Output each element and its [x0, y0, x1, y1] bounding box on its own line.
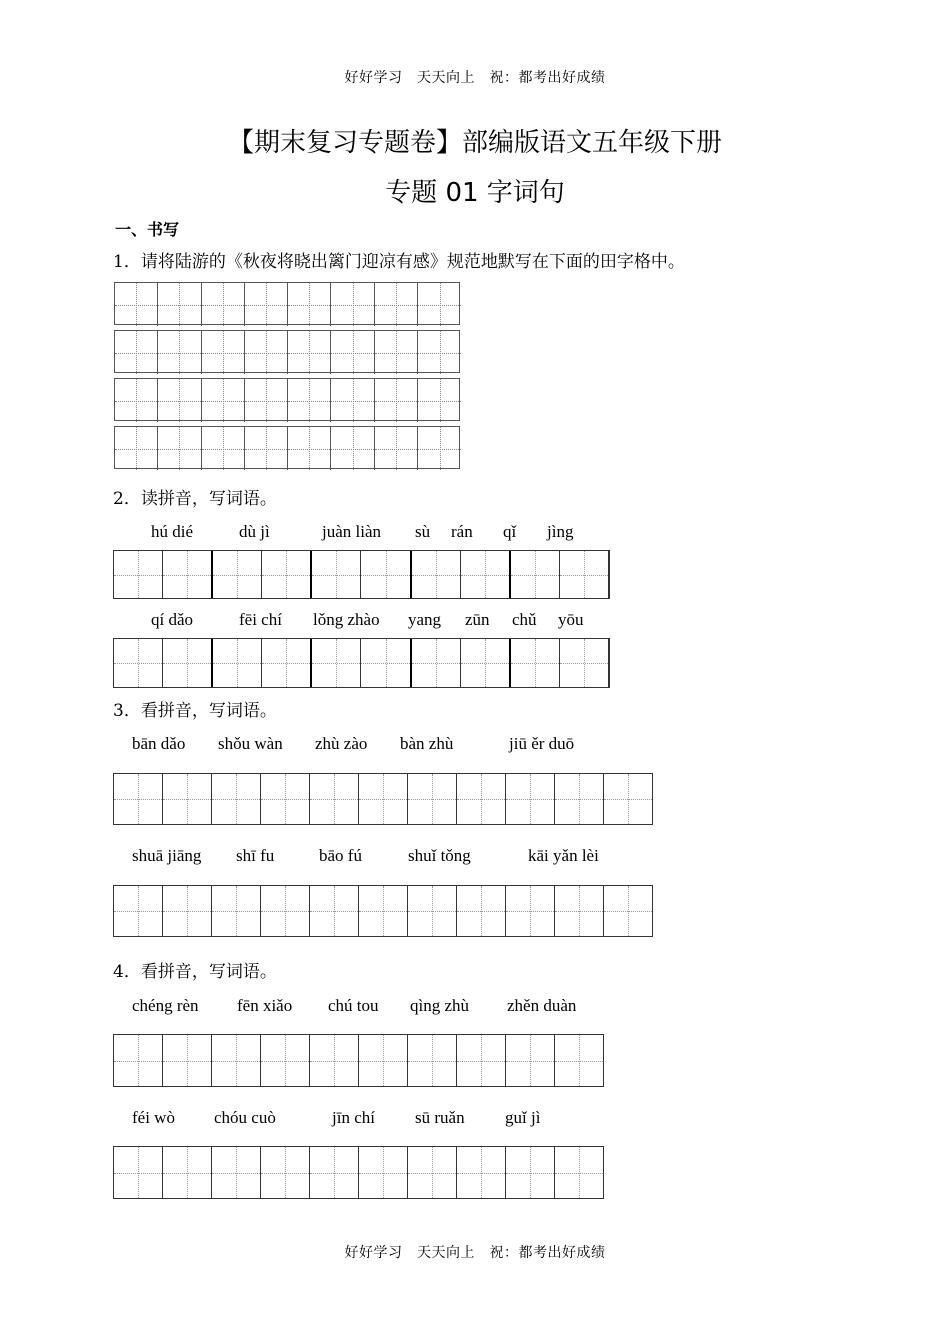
tianzige-cell[interactable]	[375, 427, 418, 470]
tianzige-cell[interactable]	[261, 1035, 310, 1086]
tianzige-cell[interactable]	[408, 886, 457, 936]
pinyin-label: fēi chí	[239, 610, 282, 629]
tianzige-cell[interactable]	[511, 551, 560, 598]
tianzige-cell[interactable]	[418, 283, 461, 326]
tianzige-cell[interactable]	[114, 551, 163, 598]
tianzige-cell[interactable]	[261, 886, 310, 936]
question-2-text: 2．读拼音，写词语。	[113, 489, 277, 509]
tianzige-cell[interactable]	[310, 774, 359, 824]
tianzige-cell[interactable]	[412, 639, 461, 687]
tianzige-cell[interactable]	[555, 1147, 603, 1198]
tianzige-cell[interactable]	[245, 283, 288, 326]
tianzige-cell[interactable]	[560, 639, 609, 687]
tianzige-cell[interactable]	[158, 283, 201, 326]
q4-answer-grid-row1	[113, 1034, 604, 1087]
tianzige-cell[interactable]	[331, 379, 374, 422]
tianzige-cell[interactable]	[202, 283, 245, 326]
pinyin-label: shuǐ tǒng	[408, 846, 471, 865]
pinyin-label: bàn zhù	[400, 734, 454, 753]
tianzige-cell[interactable]	[163, 1147, 212, 1198]
tianzige-cell[interactable]	[245, 427, 288, 470]
tianzige-cell[interactable]	[213, 639, 262, 687]
tianzige-cell[interactable]	[288, 283, 331, 326]
q3-answer-grid-row2	[113, 885, 653, 937]
tianzige-cell[interactable]	[560, 551, 609, 598]
tianzige-cell[interactable]	[310, 1035, 359, 1086]
pinyin-label: rán	[451, 522, 473, 541]
tianzige-cell[interactable]	[375, 283, 418, 326]
tianzige-cell[interactable]	[163, 639, 213, 687]
pinyin-label: jiū ěr duō	[509, 734, 575, 753]
tianzige-cell[interactable]	[114, 1147, 163, 1198]
tianzige-cell[interactable]	[115, 427, 158, 470]
tianzige-cell[interactable]	[359, 774, 408, 824]
page-footer: 好好学习 天天向上 祝：都考出好成绩	[344, 1245, 606, 1261]
tianzige-cell[interactable]	[604, 774, 652, 824]
pinyin-label: zūn	[465, 610, 490, 629]
pinyin-label: bān dǎo	[132, 734, 186, 753]
tianzige-cell[interactable]	[163, 551, 213, 598]
q3-answer-grid-row1	[113, 773, 653, 825]
pinyin-label: zhěn duàn	[507, 996, 577, 1015]
tianzige-cell[interactable]	[158, 379, 201, 422]
tianzige-cell[interactable]	[359, 1147, 408, 1198]
tianzige-cell[interactable]	[331, 331, 374, 374]
tianzige-cell[interactable]	[461, 551, 511, 598]
pinyin-label: qìng zhù	[410, 996, 470, 1015]
tianzige-cell[interactable]	[288, 379, 331, 422]
pinyin-label: sù	[415, 522, 431, 541]
tianzige-cell[interactable]	[212, 1035, 261, 1086]
pinyin-label: yōu	[558, 610, 584, 629]
tianzige-cell[interactable]	[115, 331, 158, 374]
tianzige-cell[interactable]	[312, 639, 361, 687]
tianzige-cell[interactable]	[158, 427, 201, 470]
tianzige-cell[interactable]	[418, 427, 461, 470]
tianzige-cell[interactable]	[461, 639, 511, 687]
tianzige-cell[interactable]	[114, 639, 163, 687]
tianzige-cell[interactable]	[361, 551, 411, 598]
tianzige-cell[interactable]	[115, 379, 158, 422]
tianzige-cell[interactable]	[212, 886, 261, 936]
pinyin-label: hú dié	[151, 522, 194, 541]
pinyin-label: guǐ jì	[505, 1108, 541, 1127]
tianzige-cell[interactable]	[158, 331, 201, 374]
pinyin-label: shī fu	[236, 846, 275, 865]
pinyin-label: chéng rèn	[132, 996, 199, 1015]
q2-answer-grid-row2	[113, 638, 610, 688]
pinyin-label: lǒng zhào	[313, 610, 380, 629]
tianzige-cell[interactable]	[408, 1035, 457, 1086]
tianzige-cell[interactable]	[506, 1035, 555, 1086]
tianzige-cell[interactable]	[115, 283, 158, 326]
page-header: 好好学习 天天向上 祝：都考出好成绩	[344, 70, 606, 86]
question-1-text: 1．请将陆游的《秋夜将晓出篱门迎凉有感》规范地默写在下面的田字格中。	[113, 252, 685, 272]
section-heading-writing: 一、书写	[115, 220, 180, 239]
tianzige-cell[interactable]	[114, 774, 163, 824]
tianzige-cell[interactable]	[163, 886, 212, 936]
tianzige-cell[interactable]	[163, 1035, 212, 1086]
tianzige-cell[interactable]	[262, 551, 312, 598]
pinyin-label: zhù zào	[315, 734, 368, 753]
tianzige-cell[interactable]	[412, 551, 461, 598]
tianzige-cell[interactable]	[212, 1147, 261, 1198]
tianzige-cell[interactable]	[245, 331, 288, 374]
document-subtitle: 专题 01 字词句	[385, 178, 565, 208]
tianzige-cell[interactable]	[202, 379, 245, 422]
tianzige-cell[interactable]	[555, 774, 604, 824]
pinyin-label: qǐ	[503, 522, 517, 541]
q1-grid-row	[114, 330, 460, 373]
tianzige-cell[interactable]	[408, 774, 457, 824]
tianzige-cell[interactable]	[114, 1035, 163, 1086]
tianzige-cell[interactable]	[418, 331, 461, 374]
tianzige-cell[interactable]	[288, 427, 331, 470]
pinyin-label: féi wò	[132, 1108, 175, 1127]
pinyin-label: qí dǎo	[151, 610, 194, 629]
tianzige-cell[interactable]	[457, 774, 506, 824]
pinyin-label: shǒu wàn	[218, 734, 283, 753]
pinyin-label: juàn liàn	[322, 522, 382, 541]
tianzige-cell[interactable]	[359, 886, 408, 936]
tianzige-cell[interactable]	[375, 331, 418, 374]
tianzige-cell[interactable]	[331, 283, 374, 326]
pinyin-label: chóu cuò	[214, 1108, 276, 1127]
tianzige-cell[interactable]	[506, 774, 555, 824]
tianzige-cell[interactable]	[361, 639, 411, 687]
tianzige-cell[interactable]	[359, 1035, 408, 1086]
tianzige-cell[interactable]	[114, 886, 163, 936]
tianzige-cell[interactable]	[312, 551, 361, 598]
pinyin-label: jīn chí	[332, 1108, 375, 1127]
question-3-text: 3．看拼音，写词语。	[113, 701, 277, 721]
tianzige-cell[interactable]	[457, 886, 506, 936]
tianzige-cell[interactable]	[506, 886, 555, 936]
q4-answer-grid-row2	[113, 1146, 604, 1199]
tianzige-cell[interactable]	[288, 331, 331, 374]
tianzige-cell[interactable]	[457, 1035, 506, 1086]
tianzige-cell[interactable]	[213, 551, 262, 598]
tianzige-cell[interactable]	[245, 379, 288, 422]
q1-grid-row	[114, 282, 460, 325]
q2-answer-grid-row1	[113, 550, 610, 599]
tianzige-cell[interactable]	[262, 639, 312, 687]
tianzige-cell[interactable]	[457, 1147, 506, 1198]
q1-grid-row	[114, 378, 460, 421]
tianzige-cell[interactable]	[555, 886, 604, 936]
pinyin-label: dù jì	[239, 522, 270, 541]
document-title: 【期末复习专题卷】部编版语文五年级下册	[227, 128, 722, 158]
pinyin-label: chǔ	[512, 610, 537, 629]
tianzige-cell[interactable]	[310, 886, 359, 936]
pinyin-label: bāo fú	[319, 846, 362, 865]
q1-grid-row	[114, 426, 460, 469]
tianzige-cell[interactable]	[375, 379, 418, 422]
tianzige-cell[interactable]	[418, 379, 461, 422]
pinyin-label: kāi yǎn lèi	[528, 846, 599, 865]
tianzige-cell[interactable]	[202, 331, 245, 374]
tianzige-cell[interactable]	[555, 1035, 603, 1086]
tianzige-cell[interactable]	[212, 774, 261, 824]
pinyin-label: yang	[408, 610, 442, 629]
pinyin-label: fēn xiǎo	[237, 996, 293, 1015]
tianzige-cell[interactable]	[604, 886, 652, 936]
tianzige-cell[interactable]	[511, 639, 560, 687]
question-4-text: 4．看拼音，写词语。	[113, 962, 277, 982]
tianzige-cell[interactable]	[202, 427, 245, 470]
pinyin-label: shuā jiāng	[132, 846, 202, 865]
pinyin-label: chú tou	[328, 996, 379, 1015]
pinyin-label: sū ruǎn	[415, 1108, 465, 1127]
pinyin-label: jìng	[547, 522, 574, 541]
tianzige-cell[interactable]	[261, 774, 310, 824]
tianzige-cell[interactable]	[506, 1147, 555, 1198]
tianzige-cell[interactable]	[408, 1147, 457, 1198]
tianzige-cell[interactable]	[331, 427, 374, 470]
tianzige-cell[interactable]	[261, 1147, 310, 1198]
tianzige-cell[interactable]	[163, 774, 212, 824]
tianzige-cell[interactable]	[310, 1147, 359, 1198]
